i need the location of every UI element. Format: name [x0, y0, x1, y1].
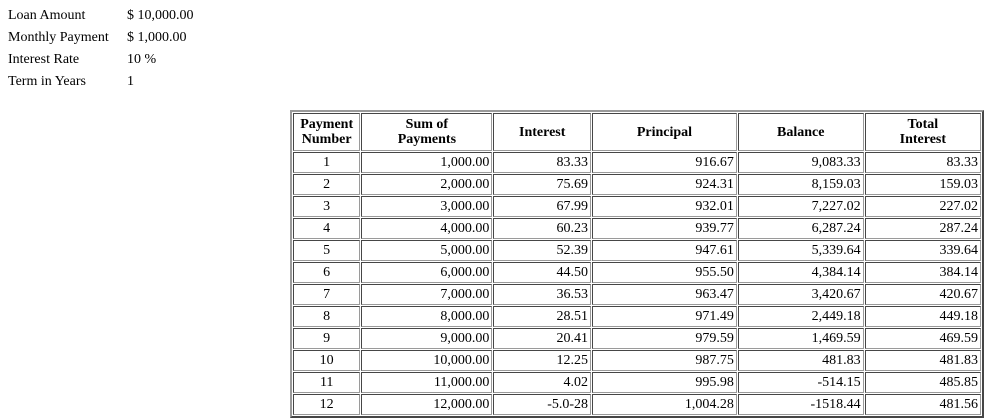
cell-total-interest: 339.64: [865, 240, 981, 261]
table-row: [293, 218, 981, 239]
cell-principal: 939.77: [592, 218, 737, 239]
cell-principal: 955.50: [592, 262, 737, 283]
cell-sum-of-payments: 1,000.00: [361, 152, 492, 173]
interest-rate-value: 10 %: [127, 52, 157, 67]
cell-principal: 971.49: [592, 306, 737, 327]
cell-sum-of-payments: 6,000.00: [361, 262, 492, 283]
cell-balance: 9,083.33: [738, 152, 864, 173]
cell-total-interest: 449.18: [865, 306, 981, 327]
cell-principal: 916.67: [592, 152, 737, 173]
loan-summary: [8, 5, 196, 93]
cell-sum-of-payments: 9,000.00: [361, 328, 492, 349]
cell-payment-number: 2: [293, 174, 360, 195]
cell-balance: 2,449.18: [738, 306, 864, 327]
table-row: [293, 152, 981, 173]
cell-interest: 52.39: [493, 240, 591, 261]
table-row: [293, 350, 981, 371]
cell-payment-number: 8: [293, 306, 360, 327]
cell-total-interest: 287.24: [865, 218, 981, 239]
cell-balance: 3,420.67: [738, 284, 864, 305]
cell-balance: 481.83: [738, 350, 864, 371]
cell-interest: 20.41: [493, 328, 591, 349]
cell-payment-number: 1: [293, 152, 360, 173]
header-sum-of-payments: [361, 113, 492, 151]
cell-principal: 924.31: [592, 174, 737, 195]
cell-sum-of-payments: 12,000.00: [361, 394, 492, 415]
cell-principal: 1,004.28: [592, 394, 737, 415]
cell-interest: 4.02: [493, 372, 591, 393]
interest-rate-label: Interest Rate: [8, 52, 80, 67]
cell-principal: 995.98: [592, 372, 737, 393]
cell-balance: 8,159.03: [738, 174, 864, 195]
cell-balance: 7,227.02: [738, 196, 864, 217]
cell-sum-of-payments: 7,000.00: [361, 284, 492, 305]
term-label: Term in Years: [8, 74, 86, 89]
interest-rate-row: [8, 49, 196, 71]
cell-interest: 12.25: [493, 350, 591, 371]
cell-total-interest: 384.14: [865, 262, 981, 283]
cell-principal: 963.47: [592, 284, 737, 305]
header-total-interest-text: Total Interest: [899, 117, 947, 147]
table-row: [293, 328, 981, 349]
cell-payment-number: 4: [293, 218, 360, 239]
cell-total-interest: 83.33: [865, 152, 981, 173]
cell-balance: 5,339.64: [738, 240, 864, 261]
cell-balance: 6,287.24: [738, 218, 864, 239]
header-sum-of-payments-text: Sum of Payments: [397, 117, 457, 147]
header-balance-text: Balance: [777, 124, 825, 140]
loan-amount-row: [8, 5, 196, 27]
cell-total-interest: 469.59: [865, 328, 981, 349]
cell-payment-number: 12: [293, 394, 360, 415]
table-row: [293, 262, 981, 283]
cell-balance: -1518.44: [738, 394, 864, 415]
cell-sum-of-payments: 8,000.00: [361, 306, 492, 327]
table-row: [293, 174, 981, 195]
cell-interest: 67.99: [493, 196, 591, 217]
cell-sum-of-payments: 3,000.00: [361, 196, 492, 217]
cell-interest: 83.33: [493, 152, 591, 173]
cell-balance: 4,384.14: [738, 262, 864, 283]
header-interest-text: Interest: [519, 124, 566, 140]
cell-payment-number: 11: [293, 372, 360, 393]
cell-balance: 1,469.59: [738, 328, 864, 349]
loan-amount-label: Loan Amount: [8, 8, 86, 23]
table-row: [293, 196, 981, 217]
header-principal-text: Principal: [636, 124, 693, 140]
table-row: [293, 394, 981, 415]
cell-payment-number: 6: [293, 262, 360, 283]
cell-interest: 60.23: [493, 218, 591, 239]
table-row: [293, 306, 981, 327]
cell-payment-number: 7: [293, 284, 360, 305]
header-interest: [493, 113, 591, 151]
monthly-payment-row: [8, 27, 196, 49]
cell-interest: 75.69: [493, 174, 591, 195]
cell-payment-number: 3: [293, 196, 360, 217]
term-value: 1: [127, 74, 134, 89]
cell-total-interest: 481.56: [865, 394, 981, 415]
cell-sum-of-payments: 2,000.00: [361, 174, 492, 195]
cell-principal: 979.59: [592, 328, 737, 349]
cell-sum-of-payments: 4,000.00: [361, 218, 492, 239]
table-row: [293, 372, 981, 393]
cell-total-interest: 481.83: [865, 350, 981, 371]
table-row: [293, 284, 981, 305]
cell-balance: -514.15: [738, 372, 864, 393]
cell-payment-number: 9: [293, 328, 360, 349]
cell-total-interest: 227.02: [865, 196, 981, 217]
header-total-interest: [865, 113, 981, 151]
loan-amount-value: $ 10,000.00: [127, 8, 194, 23]
header-balance: [738, 113, 864, 151]
cell-total-interest: 159.03: [865, 174, 981, 195]
cell-payment-number: 5: [293, 240, 360, 261]
table-row: [293, 240, 981, 261]
header-payment-number-text: Payment Number: [300, 117, 354, 147]
amortization-body: [293, 152, 981, 415]
cell-total-interest: 485.85: [865, 372, 981, 393]
cell-principal: 947.61: [592, 240, 737, 261]
cell-payment-number: 10: [293, 350, 360, 371]
cell-interest: -5.0-28: [493, 394, 591, 415]
cell-sum-of-payments: 10,000.00: [361, 350, 492, 371]
cell-interest: 36.53: [493, 284, 591, 305]
monthly-payment-value: $ 1,000.00: [127, 30, 187, 45]
cell-sum-of-payments: 11,000.00: [361, 372, 492, 393]
term-row: [8, 71, 196, 93]
header-principal: [592, 113, 737, 151]
cell-sum-of-payments: 5,000.00: [361, 240, 492, 261]
cell-principal: 987.75: [592, 350, 737, 371]
header-payment-number: [293, 113, 360, 151]
amortization-table: [290, 110, 984, 418]
table-header-row: [293, 113, 981, 151]
cell-interest: 28.51: [493, 306, 591, 327]
cell-total-interest: 420.67: [865, 284, 981, 305]
cell-interest: 44.50: [493, 262, 591, 283]
monthly-payment-label: Monthly Payment: [8, 30, 109, 45]
cell-principal: 932.01: [592, 196, 737, 217]
